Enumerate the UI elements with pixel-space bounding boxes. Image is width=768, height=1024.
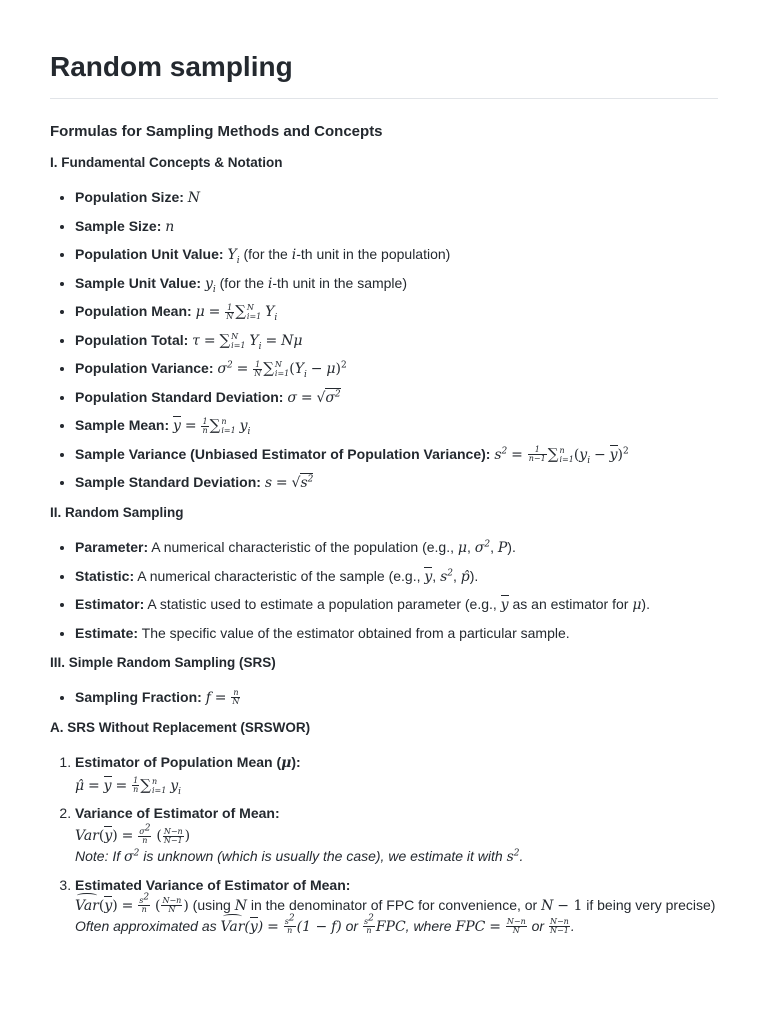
- list-item: • Statistic: A numerical characteristic of the sample (e.g., y, $s^2$, p̂).: [75, 566, 718, 587]
- heading-fundamental-concepts: I. Fundamental Concepts & Notation: [50, 155, 283, 170]
- heading-random-sampling: II. Random Sampling: [50, 505, 184, 520]
- list-item: • Parameter: A numerical characteristic of the population (e.g., μ, $\sigma^2$, P).: [75, 537, 718, 558]
- list-item: • Sampling Fraction: f = $\frac{n}{N}$: [75, 687, 718, 708]
- list-item: • Estimator: A statistic used to estimate a population parameter (e.g., y as an estimator for μ).: [75, 594, 718, 615]
- list-item: • Population Total: τ = ∑ N i=1 $Y_i = N\mu$: [75, 330, 718, 351]
- list-srs: [50, 687, 718, 708]
- list-item: • Sample Mean: y = $\frac{1}{n}$ ∑ n i=1 $y_i$: [75, 415, 718, 436]
- list-srswor: [50, 752, 718, 937]
- list-item: • Sample Size: n: [75, 216, 718, 237]
- list-item: • Population Size: N: [75, 187, 718, 208]
- list-item: 1. Estimator of Population Mean (μ): μ̂ = y = $\frac{1}{n}$ ∑ n i=1 $y_i$: [75, 752, 718, 796]
- heading-srswor: A. SRS Without Replacement (SRSWOR): [50, 719, 311, 735]
- list-item: • Sample Standard Deviation: $s = √s^2$: [75, 472, 718, 493]
- section-subtitle: Formulas for Sampling Methods and Concepts: [50, 123, 383, 140]
- page-title: Random sampling: [50, 0, 718, 99]
- list-item: • Estimate: The specific value of the estimator obtained from a particular sample.: [75, 623, 718, 643]
- heading-srs: III. Simple Random Sampling (SRS): [50, 654, 276, 670]
- list-item: • Population Variance: $\sigma^2$ = $\frac{1}{N}$ ∑ N i=1 $(Y_i - \mu)^2$: [75, 358, 718, 379]
- list-item: • Population Unit Value: $Y_i$ (for the i-th unit in the population): [75, 244, 718, 265]
- list-random-sampling: [50, 537, 718, 643]
- list-fundamental-concepts: [50, 187, 718, 493]
- list-item: 2. Variance of Estimator of Mean: Var(y) = $\frac{\sigma^2}{n}$ ( $\frac{N-n}{N-1}$ ) Note: If $\sigma^2$ is unknown (which is usually the case), we estimate it with $s^2$.: [75, 803, 718, 867]
- list-item: 3. Estimated Variance of Estimator of Mean: Var(y) = $\frac{s^2}{n}$ ( $\frac{N-n}{N}$ ) (using N in the denominator of FPC for convenience, or N − 1 if being very precise) Often approximated as Var(y) = $\frac{s^2}{n}$ (1 − f) or $\frac{s^2}{n}$ FPC, where FPC = $\frac{N-n}{N}$ or $\frac{N-n}{N-1}$ .: [75, 875, 718, 937]
- list-item: • Population Standard Deviation: $\sigma = √\sigma^2$: [75, 387, 718, 408]
- list-item: • Population Mean: μ = $\frac{1}{N}$ ∑ N i=1 $Y_i$: [75, 301, 718, 322]
- list-item: • Sample Variance (Unbiased Estimator of Population Variance): $s^2$ = $\frac{1}{n-1}$ ∑ n i=1 $(y_i - y)^2$: [75, 444, 718, 465]
- list-item: • Sample Unit Value: $y_i$ (for the i-th unit in the sample): [75, 273, 718, 294]
